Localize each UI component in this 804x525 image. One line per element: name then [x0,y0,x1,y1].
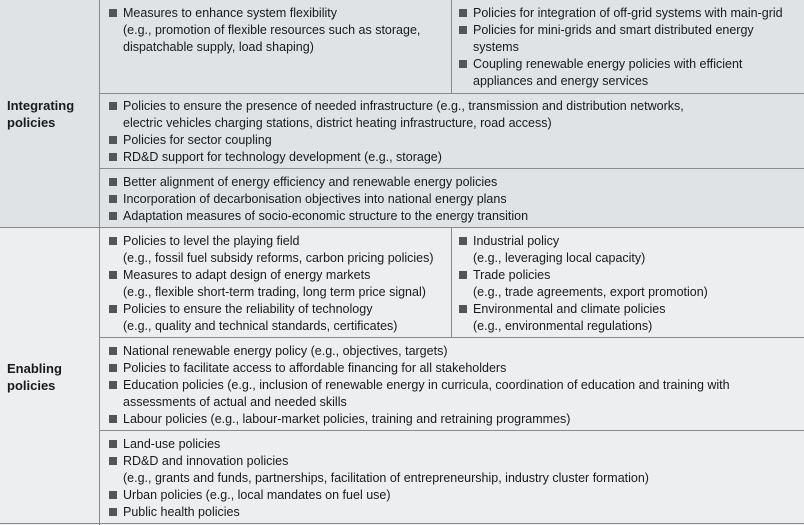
list-item [109,149,804,166]
integrating-label-line: Integrating [7,98,75,113]
list-item [459,301,804,335]
list-item [459,267,804,301]
list-item [459,5,804,22]
bullet-square-icon [109,347,117,355]
list-item [109,453,804,487]
divider [451,0,452,93]
list-item [459,56,804,90]
bullet-square-icon [459,271,467,279]
bullet-square-icon [109,440,117,448]
list-item [109,233,451,267]
item-text-line: Environmental and climate policies [473,302,666,316]
item-text-line: Land-use policies [123,437,221,451]
item-text-line: systems [473,40,519,54]
list-item [109,301,451,335]
item-text-line: (e.g., environmental regulations) [473,319,653,333]
bullet-square-icon [109,178,117,186]
bullet-square-icon [109,381,117,389]
bullet-square-icon [109,271,117,279]
item-text-line: Better alignment of energy efficiency and renewable energy policies [123,175,498,189]
enabling-label-line: policies [7,378,56,393]
divider [99,168,804,169]
bullet-square-icon [109,305,117,313]
bullet-square-icon [109,212,117,220]
item-text-line: (e.g., leveraging local capacity) [473,251,646,265]
item-list [109,343,804,428]
enabling-label [7,360,95,394]
list-item [109,98,804,132]
bullet-square-icon [109,491,117,499]
list-item [109,132,804,149]
item-text-line: (e.g., grants and funds, partnerships, facilitation of entrepreneurship, industry cluster formation) [123,471,649,485]
integrating-label [7,97,95,131]
item-text-line: National renewable energy policy (e.g., objectives, targets) [123,344,448,358]
bullet-square-icon [109,508,117,516]
item-text-line: (e.g., promotion of flexible resources such as storage, [123,23,421,37]
bullet-square-icon [459,305,467,313]
integrating-block2 [100,94,804,168]
integrating-block1-right [452,0,804,93]
enabling-block1-right [452,228,804,337]
list-item [109,5,451,56]
item-text-line: (e.g., trade agreements, export promotion) [473,285,708,299]
item-list [109,436,804,521]
list-item [459,22,804,56]
item-text-line: Urban policies (e.g., local mandates on fuel use) [123,488,391,502]
section-divider [0,227,804,228]
item-text-line: (e.g., flexible short-term trading, long term price signal) [123,285,426,299]
bullet-square-icon [109,457,117,465]
bullet-square-icon [109,102,117,110]
item-text-line: Incorporation of decarbonisation objectives into national energy plans [123,192,507,206]
divider [99,337,804,338]
bullet-square-icon [459,26,467,34]
item-text-line: electric vehicles charging stations, district heating infrastructure, road access) [123,116,552,130]
item-text-line: Industrial policy [473,234,560,248]
item-list [109,98,804,166]
divider [99,93,804,94]
bullet-square-icon [109,136,117,144]
bottom-border [0,523,804,524]
bullet-square-icon [109,364,117,372]
item-text-line: Public health policies [123,505,240,519]
item-list [109,233,451,335]
list-item [109,411,804,428]
item-text-line: Policies for sector coupling [123,133,272,147]
bullet-square-icon [109,9,117,17]
item-text-line: Policies to ensure the presence of needed infrastructure (e.g., transmission and distribution networks, [123,99,684,113]
list-item [109,343,804,360]
enabling-block3 [100,431,804,525]
list-item [109,504,804,521]
bullet-square-icon [109,195,117,203]
divider [99,430,804,431]
bullet-square-icon [459,60,467,68]
integrating-label-line: policies [7,115,56,130]
item-text-line: (e.g., quality and technical standards, certificates) [123,319,398,333]
item-text-line: Labour policies (e.g., labour-market policies, training and retraining programmes) [123,412,571,426]
item-text-line: Policies to ensure the reliability of technology [123,302,373,316]
item-text-line: Policies for mini-grids and smart distributed energy [473,23,754,37]
item-list [109,174,804,225]
enabling-label-line: Enabling [7,361,62,376]
list-item [109,436,804,453]
list-item [109,208,804,225]
item-text-line: Adaptation measures of socio-economic structure to the energy transition [123,209,529,223]
integrating-block3 [100,169,804,227]
item-text-line: dispatchable supply, load shaping) [123,40,314,54]
item-list [459,5,804,90]
list-item [109,360,804,377]
enabling-block1-left [100,228,451,337]
bullet-square-icon [109,237,117,245]
list-item [459,233,804,267]
list-item [109,191,804,208]
item-text-line: Education policies (e.g., inclusion of renewable energy in curricula, coordination of education and training with [123,378,730,392]
item-text-line: Measures to enhance system flexibility [123,6,337,20]
item-text-line: Policies to facilitate access to affordable financing for all stakeholders [123,361,507,375]
item-text-line: RD&D support for technology development (e.g., storage) [123,150,442,164]
item-text-line: assessments of actual and needed skills [123,395,347,409]
bullet-square-icon [109,153,117,161]
item-text-line: appliances and energy services [473,74,649,88]
list-item [109,487,804,504]
item-text-line: Policies for integration of off-grid systems with main-grid [473,6,783,20]
integrating-block1-left [100,0,451,93]
item-text-line: Measures to adapt design of energy markets [123,268,371,282]
item-list [109,5,451,56]
item-text-line: RD&D and innovation policies [123,454,289,468]
list-item [109,267,451,301]
enabling-block2 [100,338,804,430]
item-text-line: Coupling renewable energy policies with efficient [473,57,743,71]
list-item [109,377,804,411]
divider [99,0,100,525]
item-text-line: Policies to level the playing field [123,234,300,248]
item-text-line: (e.g., fossil fuel subsidy reforms, carbon pricing policies) [123,251,434,265]
item-list [459,233,804,335]
list-item [109,174,804,191]
divider [451,228,452,337]
item-text-line: Trade policies [473,268,551,282]
bullet-square-icon [459,9,467,17]
bullet-square-icon [109,415,117,423]
bullet-square-icon [459,237,467,245]
